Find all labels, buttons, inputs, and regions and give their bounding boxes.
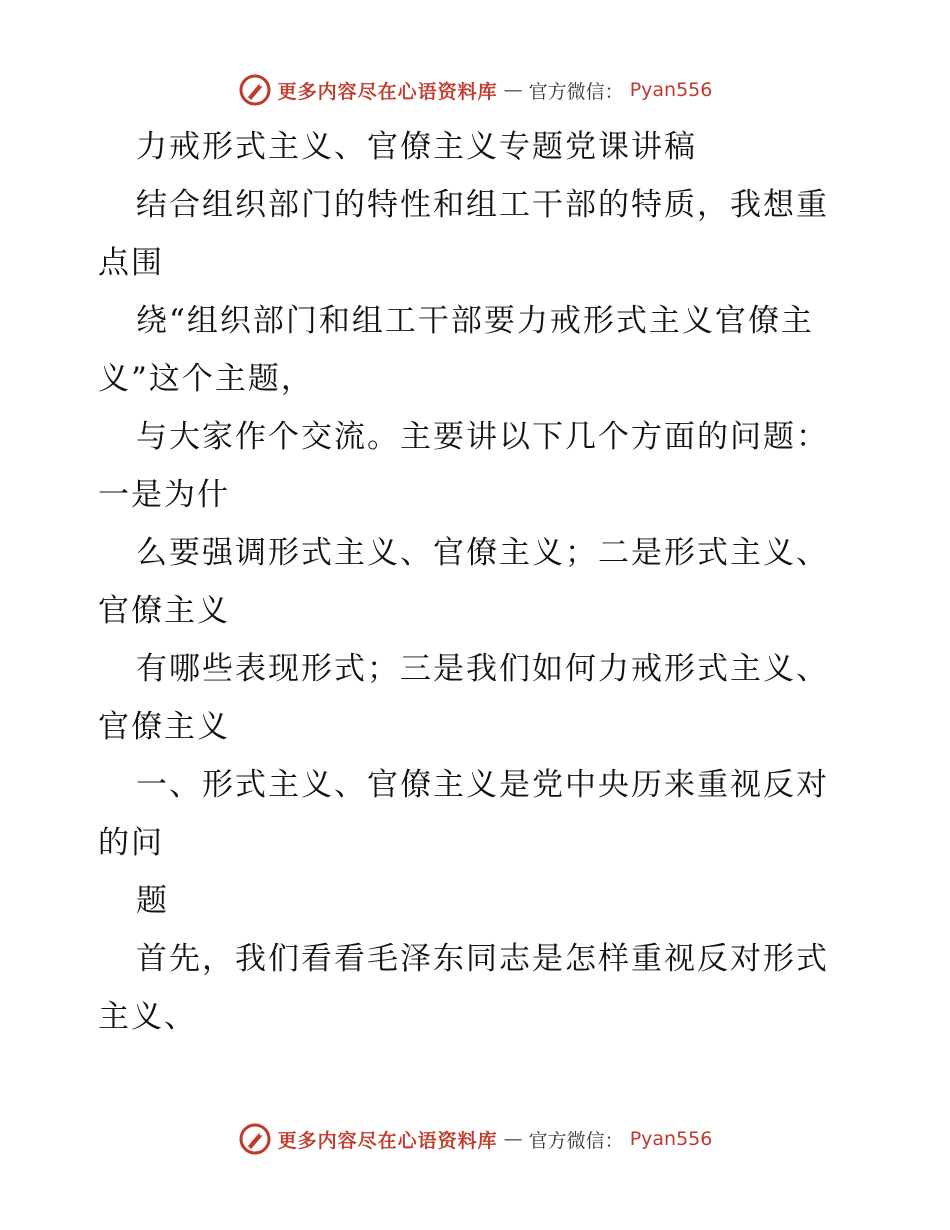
watermark-official-label: 官方微信： — [528, 80, 624, 103]
doc-paragraph: 绕“组织部门和组工干部要力戒形式主义官僚主义”这个主题， — [98, 303, 814, 397]
watermark-dash: — — [503, 1128, 523, 1150]
watermark-brand: 更多内容尽在心语资料库 — [277, 80, 498, 103]
doc-paragraph: 么要强调形式主义、官僚主义；二是形式主义、官僚主义 — [98, 535, 829, 629]
doc-paragraph: 首先，我们看看毛泽东同志是怎样重视反对形式主义、 — [98, 941, 829, 1035]
header-watermark — [0, 70, 950, 110]
document-body — [98, 118, 858, 1046]
footer-watermark — [0, 1119, 950, 1159]
watermark-wechat-id: Pyan556 — [629, 79, 713, 101]
watermark-wechat-id: Pyan556 — [629, 1128, 713, 1150]
pen-nib-logo-icon — [238, 73, 272, 107]
doc-paragraph: 有哪些表现形式；三是我们如何力戒形式主义、官僚主义 — [98, 651, 829, 745]
doc-section-heading: 一、形式主义、官僚主义是党中央历来重视反对的问 — [98, 767, 829, 861]
doc-title: 力戒形式主义、官僚主义专题党课讲稿 — [136, 129, 697, 165]
doc-paragraph: 结合组织部门的特性和组工干部的特质，我想重点围 — [98, 187, 829, 281]
pen-nib-logo-icon — [238, 1122, 272, 1156]
watermark-dash: — — [503, 79, 523, 101]
watermark-official-label: 官方微信： — [528, 1129, 624, 1152]
watermark-brand: 更多内容尽在心语资料库 — [277, 1129, 498, 1152]
doc-section-heading-cont: 题 — [136, 883, 169, 919]
doc-paragraph: 与大家作个交流。主要讲以下几个方面的问题：一是为什 — [98, 419, 829, 513]
